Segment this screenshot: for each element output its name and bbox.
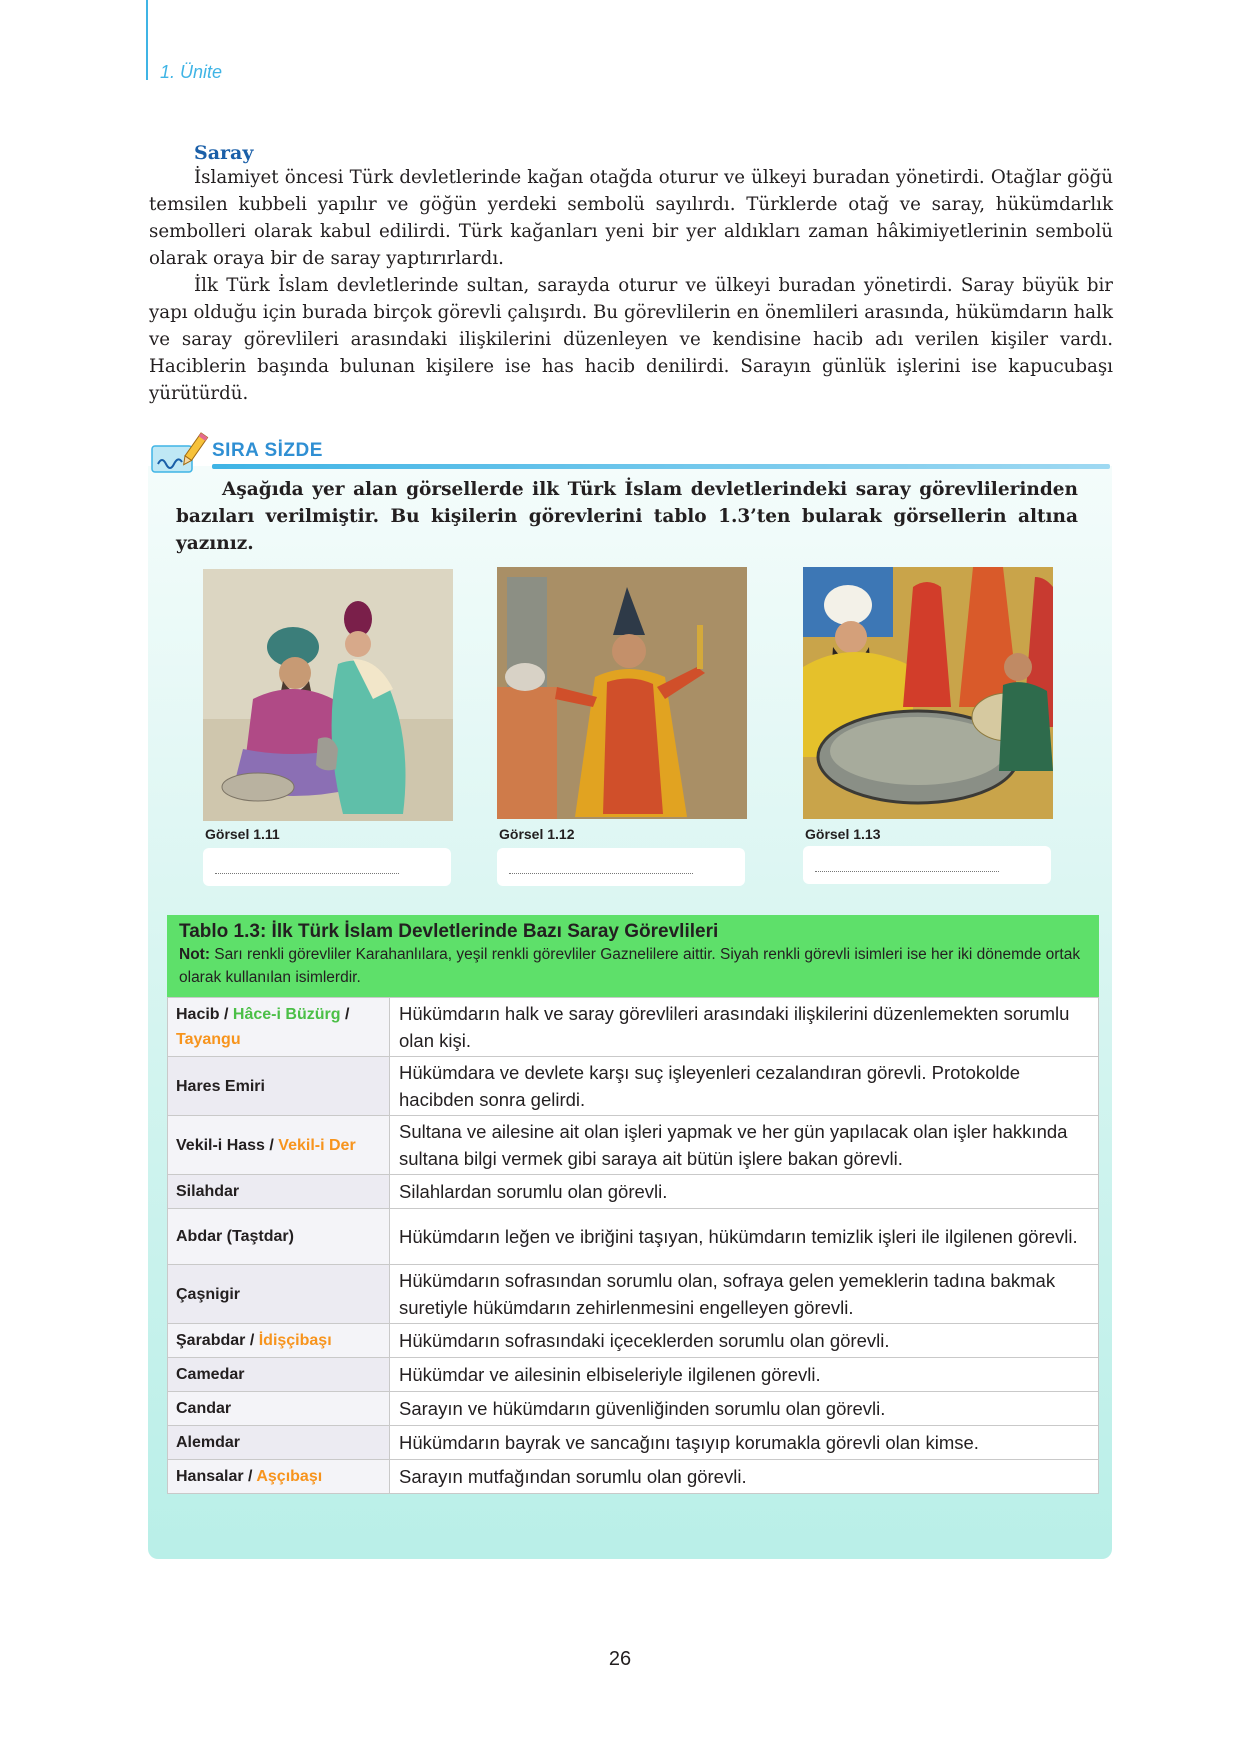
paragraph-2: İlk Türk İslam devletlerinde sultan, sarayda oturur ve ülkeyi buradan yönetirdi. Saray büyük bir yapı olduğu için burada birçok görevli çalışırdı. Bu görevlilerin en önemlileri arasında, hükümdarın halk ve saray görevlileri arasındaki ilişkilerini düzenleyen ve kendisine hacib adı verilen kişiler vardı. Haciblerin başında bulunan kişilere ise has hacib denilirdi. Sarayın günlük işlerini ise kapucubaşı yürütürdü. [149,275,1113,404]
official-title-part: Şarabdar [176,1332,246,1349]
activity-title: SIRA SİZDE [212,440,323,461]
official-title-part: / [340,1006,350,1023]
table-row [168,1358,1099,1392]
official-title-cell [168,1426,390,1460]
official-title-part: Çaşnigir [176,1285,241,1303]
table-1-3 [167,915,1099,1494]
official-duty-cell: Sultana ve ailesine ait olan işleri yapmak ve her gün yapılacak olan işler hakkında sultana bilgi vermek gibi saraya ait bütün işlere bakan görevli. [390,1116,1099,1175]
official-duty-cell: Hükümdarın halk ve saray görevlileri arasındaki ilişkilerini düzenlemekten sorumlu olan kişi. [390,998,1099,1057]
saray-section [149,142,1113,407]
official-title-part: / [264,1136,279,1154]
page-number: 26 [608,1648,632,1670]
image-1-11-bath-servant [203,569,453,821]
official-title-part: Hares Emiri [176,1077,265,1095]
official-title-cell [168,1460,390,1494]
official-title-part: Aşçıbaşı [256,1468,323,1485]
table-row [168,1392,1099,1426]
official-title-cell [168,1324,390,1358]
answer-field-1-12[interactable] [497,848,745,886]
table-row [168,1057,1099,1116]
official-title-part: Candar [176,1400,232,1417]
official-duty-cell: Sarayın ve hükümdarın güvenliğinden sorumlu olan görevli. [390,1392,1099,1426]
unit-label: 1. Ünite [160,62,223,82]
official-title-part: Alemdar [176,1434,241,1451]
table-title: Tablo 1.3: İlk Türk İslam Devletlerinde Bazı Saray Görevlileri [179,921,719,942]
official-title-cell [168,998,390,1057]
section-title: Saray [194,142,254,164]
table-row [168,1175,1099,1209]
official-title-part: Hâce-i Büzürg [232,1006,341,1023]
official-title-part: Abdar (Taştdar) [176,1228,294,1245]
official-title-cell [168,1057,390,1116]
officials-table [167,997,1099,1494]
official-title-cell [168,1265,390,1324]
official-title-part: Vekil-i Der [278,1136,356,1154]
table-row [168,998,1099,1057]
official-duty-cell: Hükümdar ve ailesinin elbiseleriyle ilgilenen görevli. [390,1358,1099,1392]
table-header [167,915,1099,997]
official-title-part: / [243,1468,257,1485]
answer-field-1-11[interactable] [203,848,451,886]
official-title-part: Hacib [176,1006,220,1023]
official-title-part: / [245,1332,259,1349]
caption-1-11: Görsel 1.11 [205,826,280,842]
official-duty-cell: Silahlardan sorumlu olan görevli. [390,1175,1099,1209]
official-title-part: İdişçibaşı [258,1332,332,1349]
official-title-cell [168,1209,390,1265]
official-title-part: Camedar [176,1366,245,1383]
image-1-12-taster [497,567,747,819]
official-title-part: Hansalar [176,1468,244,1485]
table-row [168,1324,1099,1358]
official-duty-cell: Hükümdarın sofrasından sorumlu olan, sofraya gelen yemeklerin tadına bakmak suretiyle hükümdarın zehirlenmesini engelleyen görevli. [390,1265,1099,1324]
unit-divider [146,0,148,80]
table-note [179,943,1089,989]
activity-task: Aşağıda yer alan görsellerde ilk Türk İslam devletlerindeki saray görevlilerinden bazıları verilmiştir. Bu kişilerin görevlerini tablo 1.3’ten bularak görsellerin altına yazınız. [176,479,1078,554]
paragraph-1: İslamiyet öncesi Türk devletlerinde kağan otağda oturur ve ülkeyi buradan yönetirdi. Otağlar göğü temsilen kubbeli yapılır ve göğün yerdeki sembolü sayılırdı. Türklerde otağ ve saray, hükümdarlık sembolleri olarak kabul edilirdi. Türk kağanları yeni bir yer aldıkları zaman hâkimiyetlerinin sembolü olarak oraya bir de saray yaptırırlardı. [149,167,1113,269]
table-row [168,1265,1099,1324]
table-row [168,1209,1099,1265]
official-title-part: Silahdar [176,1183,240,1200]
activity-rule [212,464,1110,469]
official-duty-cell: Hükümdarın sofrasındaki içeceklerden sorumlu olan görevli. [390,1324,1099,1358]
official-duty-cell: Hükümdarın leğen ve ibriğini taşıyan, hükümdarın temizlik işleri ile ilgilenen görevli. [390,1209,1099,1265]
official-duty-cell: Hükümdarın bayrak ve sancağını taşıyıp korumakla görevli olan kimse. [390,1426,1099,1460]
official-title-cell [168,1358,390,1392]
official-title-cell [168,1175,390,1209]
official-title-cell [168,1116,390,1175]
official-title-part: Vekil-i Hass [176,1136,265,1154]
table-row [168,1426,1099,1460]
caption-1-12: Görsel 1.12 [499,826,575,842]
official-duty-cell: Hükümdara ve devlete karşı suç işleyenleri cezalandıran görevli. Protokolde hacibden sonra gelirdi. [390,1057,1099,1116]
activity-header [150,432,1110,476]
table-note-text: Sarı renkli görevliler Karahanlılara, yeşil renkli görevliler Gaznelilere aittir. Siyah renkli görevli isimleri ise her iki dönemde ortak olarak kullanılan isimlerdir. [179,946,1081,986]
official-title-part: / [219,1006,233,1023]
official-title-part: Tayangu [176,1031,241,1048]
pencil-writing-icon [150,432,212,476]
table-row [168,1116,1099,1175]
official-title-cell [168,1392,390,1426]
answer-field-1-13[interactable] [803,846,1051,884]
table-note-label: Not: [179,946,210,963]
image-1-13-sultan-feast [803,567,1053,819]
official-duty-cell: Sarayın mutfağından sorumlu olan görevli. [390,1460,1099,1494]
table-row [168,1460,1099,1494]
caption-1-13: Görsel 1.13 [805,826,881,842]
